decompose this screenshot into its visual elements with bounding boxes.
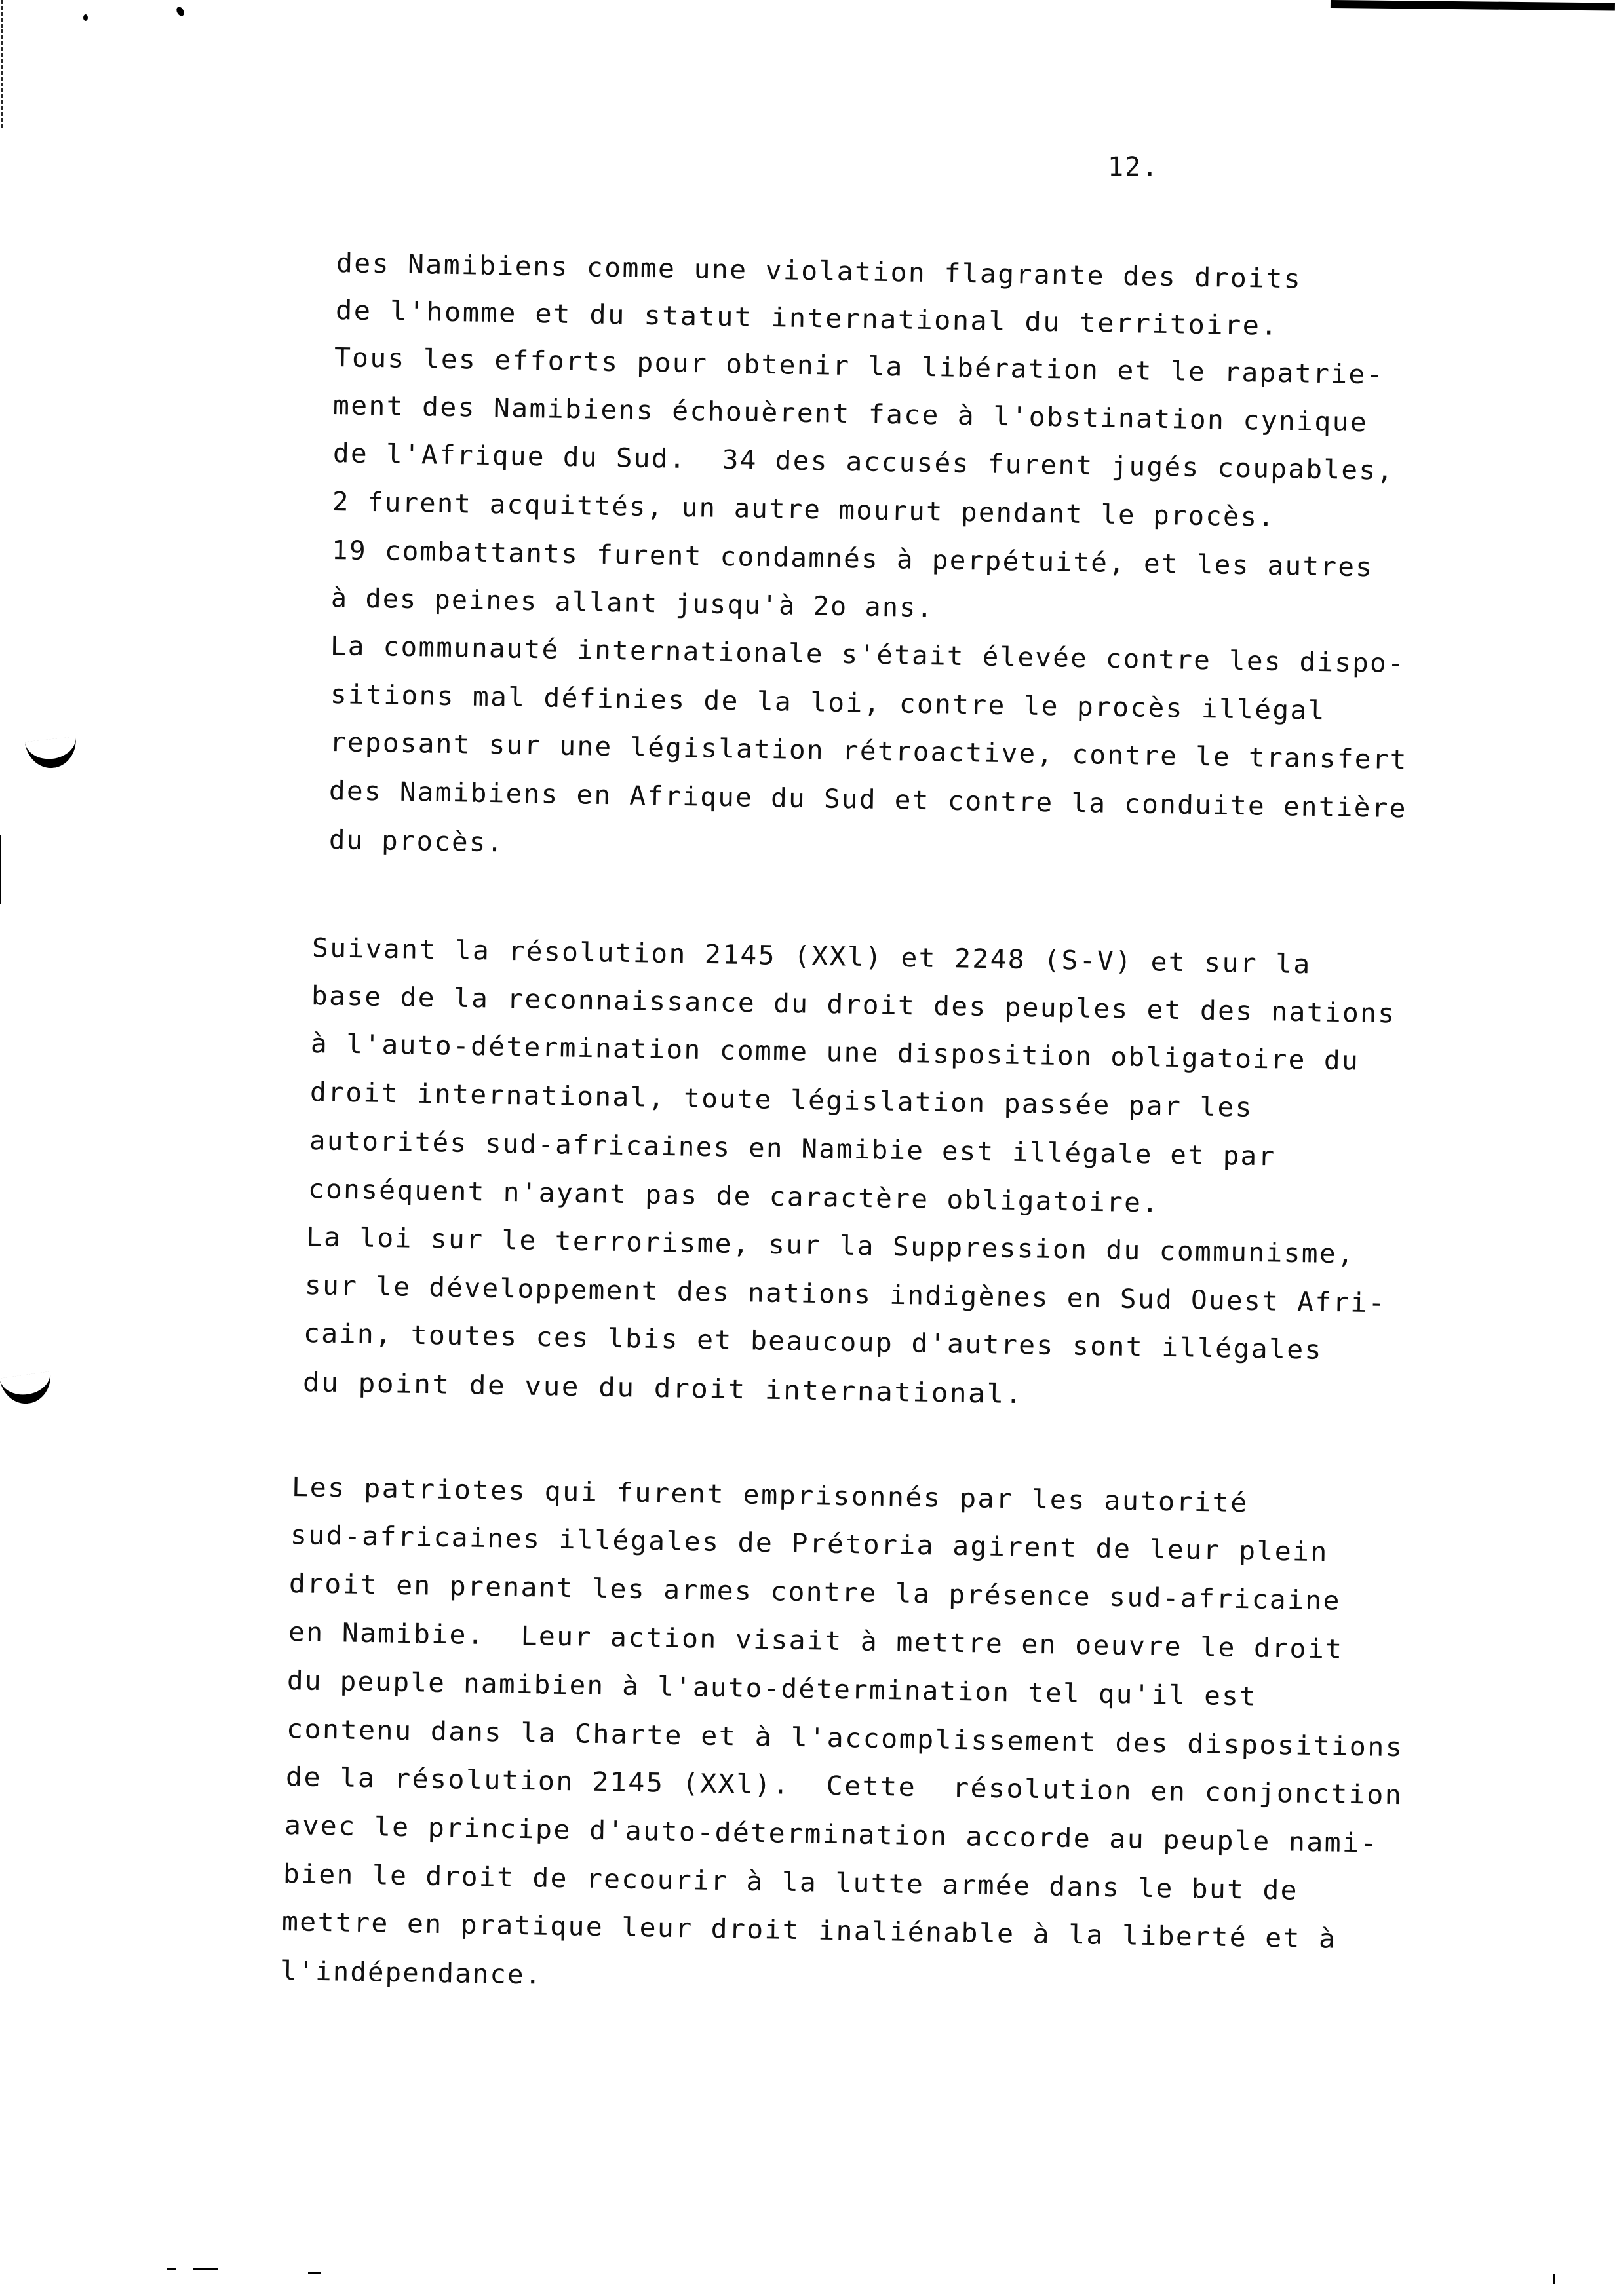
text-line: sitions mal définies de la loi, contre le procès illégal bbox=[330, 679, 1327, 727]
text-line: droit international, toute législation passée par les bbox=[309, 1077, 1254, 1123]
text-line: Les patriotes qui furent emprisonnés par les autorité bbox=[291, 1472, 1249, 1519]
text-line: cain, toutes ces lbis et beaucoup d'autres sont illégales bbox=[303, 1318, 1323, 1366]
text-line: de l'homme et du statut international du territoire. bbox=[335, 296, 1279, 341]
text-line: du procès. bbox=[328, 825, 505, 858]
page-number: 12. bbox=[1108, 152, 1159, 182]
text-line: mettre en pratique leur droit inaliénable à la liberté et à bbox=[281, 1907, 1337, 1955]
text-line: en Namibie. Leur action visait à mettre en oeuvre le droit bbox=[288, 1617, 1344, 1665]
text-line: reposant sur une législation rétroactive, contre le transfert bbox=[329, 727, 1409, 776]
text-line: ment des Namibiens échouèrent face à l'obstination cynique bbox=[332, 391, 1369, 438]
text-line: Tous les efforts pour obtenir la libération et le rapatrie- bbox=[334, 343, 1384, 391]
text-line: sur le développement des nations indigènes en Sud Ouest Afri- bbox=[304, 1271, 1386, 1319]
text-line: des Namibiens comme une violation flagrante des droits bbox=[336, 248, 1302, 295]
text-line: du peuple namibien à l'auto-détermination tel qu'il est bbox=[286, 1666, 1258, 1712]
text-line: La loi sur le terrorisme, sur la Suppression du communisme, bbox=[305, 1222, 1355, 1270]
text-line: droit en prenant les armes contre la présence sud-africaine bbox=[288, 1569, 1342, 1617]
binder-hole-mark-icon bbox=[0, 1371, 54, 1407]
text-line: 19 combattants furent condamnés à perpétuité, et les autres bbox=[331, 535, 1374, 583]
text-line: de la résolution 2145 (XXl). Cette résolution en conjonction bbox=[285, 1762, 1403, 1811]
ink-speck bbox=[1553, 2274, 1555, 2284]
text-line: à l'auto-détermination comme une disposition obligatoire du bbox=[310, 1029, 1360, 1077]
text-line: sud-africaines illégales de Prétoria agirent de leur plein bbox=[290, 1520, 1329, 1568]
text-line: de l'Afrique du Sud. 34 des accusés furent jugés coupables, bbox=[332, 438, 1395, 486]
ink-speck bbox=[83, 14, 88, 21]
text-line: bien le droit de recourir à la lutte armée dans le but de bbox=[282, 1859, 1299, 1906]
text-line: l'indépendance. bbox=[280, 1956, 543, 1991]
text-line: 2 furent acquittés, un autre mourut pendant le procès. bbox=[332, 487, 1276, 533]
text-line: La communauté internationale s'était élevée contre les dispo- bbox=[330, 631, 1406, 679]
ink-speck bbox=[193, 2268, 218, 2270]
ink-speck bbox=[175, 6, 185, 18]
scan-edge-artifact bbox=[0, 835, 1, 904]
text-line: des Namibiens en Afrique du Sud et contre la conduite entière bbox=[328, 776, 1408, 824]
text-line: autorités sud-africaines en Namibie est illégale et par bbox=[309, 1126, 1276, 1172]
binder-hole-mark-icon bbox=[25, 737, 79, 771]
scan-border-artifact bbox=[1331, 0, 1615, 11]
ink-speck bbox=[308, 2272, 321, 2274]
text-line: avec le principe d'auto-détermination accorde au peuple nami- bbox=[284, 1810, 1379, 1859]
text-line: base de la reconnaissance du droit des peuples et des nations bbox=[311, 981, 1396, 1029]
text-line: du point de vue du droit international. bbox=[302, 1368, 1024, 1410]
text-line: conséquent n'ayant pas de caractère obligatoire. bbox=[307, 1174, 1160, 1219]
ink-speck bbox=[167, 2268, 176, 2270]
scan-edge-artifact bbox=[1, 0, 3, 128]
text-line: Suivant la résolution 2145 (XXl) et 2248 (S-V) et sur la bbox=[311, 933, 1312, 980]
text-line: à des peines allant jusqu'à 2o ans. bbox=[330, 583, 935, 624]
text-line: contenu dans la Charte et à l'accomplissement des dispositions bbox=[286, 1714, 1404, 1763]
